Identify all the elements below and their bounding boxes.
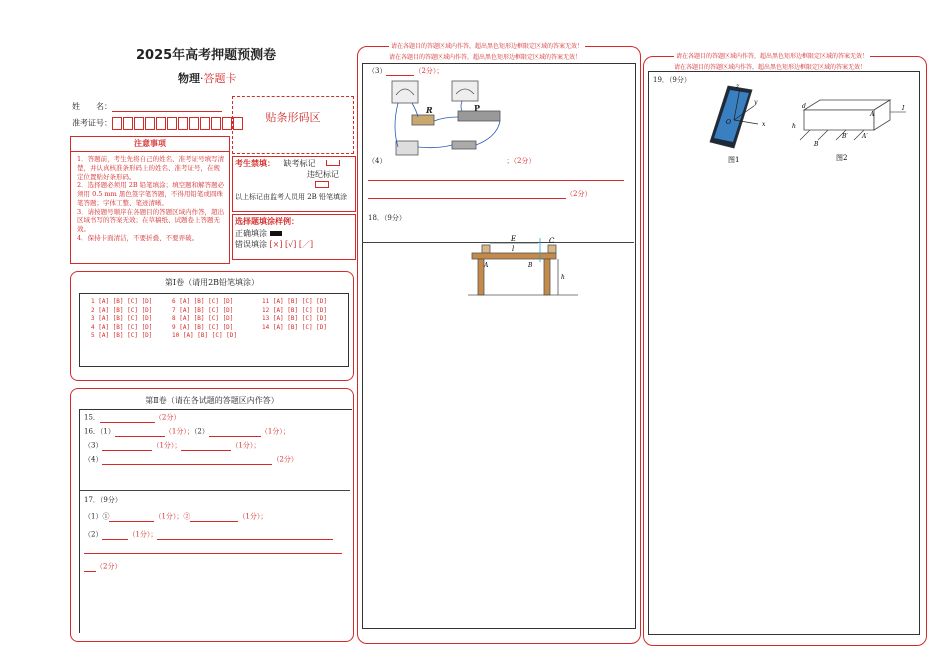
part2-box xyxy=(70,388,354,642)
violation-mark-box[interactable] xyxy=(315,181,329,188)
conductor-figure xyxy=(790,94,910,166)
block-front xyxy=(804,110,874,130)
label-h: h xyxy=(561,274,565,281)
q17-title: 17．（9分） xyxy=(84,496,122,504)
exam-mark-box xyxy=(232,156,356,212)
barcode-area xyxy=(232,96,354,154)
q14-3-row: （3） （2分）； xyxy=(368,67,444,75)
block-E xyxy=(482,245,490,253)
part2-title: 第Ⅱ卷（请在各试题的答题区内作答） xyxy=(145,396,279,405)
notice-title: 注意事项 xyxy=(71,137,229,152)
block-C xyxy=(548,245,556,253)
card-subtitle xyxy=(178,70,237,86)
axis-x: x xyxy=(762,121,766,128)
subject-label: 物理 xyxy=(178,72,200,85)
col2-warning-2: 请在各题目的答题区域内作答，超出黑色矩形边框限定区域的答案无效！ xyxy=(389,54,582,61)
q16-blank-2[interactable] xyxy=(209,427,261,437)
q16-blank-4[interactable] xyxy=(181,441,231,451)
correct-fill-sample xyxy=(270,231,282,236)
exam-mark-note: 以上标记由监考人员用 2B 铅笔填涂 xyxy=(235,192,348,201)
q16-row1: 16．（1） （1分）；（2） （1分）； xyxy=(84,427,290,436)
part1-box xyxy=(70,271,354,381)
q15-row: 15． （2分） xyxy=(84,413,181,422)
q16-row2: （3） （1分）； （1分）； xyxy=(84,441,261,450)
label-A-prime: A′ xyxy=(862,133,868,140)
notice-list xyxy=(71,152,229,243)
notice-item: 2．选择题必须用 2B 铅笔填涂；填空题和解答题必须用 0.5 mm 黑色签字笔答题，不得用铅笔或圆珠笔答题；字体工整、笔迹清晰。 xyxy=(77,181,225,207)
label-I: I xyxy=(902,105,905,112)
label-B: B xyxy=(528,262,533,269)
violation-mark-label: 违纪标记 xyxy=(307,170,339,180)
label-B-prime: B′ xyxy=(842,133,848,140)
q15-blank[interactable] xyxy=(100,413,155,423)
q14-4-row: （4） ；（2分） xyxy=(368,157,536,165)
exam-number-cells[interactable] xyxy=(112,119,244,128)
q16-row3: （4） （2分） xyxy=(84,455,298,464)
figure-1-caption: 图1 xyxy=(728,156,740,164)
label-E: E xyxy=(511,235,517,243)
subtitle-sep: · xyxy=(200,72,204,85)
q17-blank-2[interactable] xyxy=(190,512,238,522)
phone-figure xyxy=(706,80,776,170)
label-d: d xyxy=(802,103,806,110)
choice-grid xyxy=(79,293,349,367)
label-h: h xyxy=(792,123,796,130)
circuit-diagram xyxy=(382,77,522,157)
q14-4b-row: （2分） xyxy=(368,190,591,199)
absent-mark-box[interactable] xyxy=(326,160,340,166)
origin-O: O xyxy=(726,119,731,126)
correct-fill-label: 正确填涂 xyxy=(235,229,267,239)
q19-title: 19．（9分） xyxy=(653,76,691,84)
choice-col-1[interactable]: 1 [A] [B] [C] [D] 2 [A] [B] [C] [D] 3 [A] [B] [C] [D] 4 [A] [B] [C] [D] 5 [A] [B] [C] [D] xyxy=(91,298,153,340)
q14-3-blank[interactable] xyxy=(386,67,414,76)
axis-y: y xyxy=(754,99,758,106)
axis-z: z xyxy=(736,83,740,90)
notice-item: 1．答题前，考生先将自己的姓名、准考证号填写清楚，并认真核准条形码上的姓名、准考证号，在规定位置贴好条形码。 xyxy=(77,155,225,181)
power-supply xyxy=(396,141,418,155)
q17-blank-3[interactable] xyxy=(102,530,128,540)
label-A: A xyxy=(870,111,875,118)
resistor-block xyxy=(412,115,434,125)
col3-warning-top: 请在各题目的答题区域内作答，超出黑色矩形边框限定区域的答案无效！ xyxy=(676,53,869,60)
exam-number-label: 准考证号： xyxy=(72,118,112,128)
col2-warning-top: 请在各题目的答题区域内作答，超出黑色矩形边框限定区域的答案无效！ xyxy=(391,43,584,50)
label-l: l xyxy=(512,245,515,253)
fill-example-box xyxy=(232,214,356,260)
exam-title: 2025年高考押题预测卷 xyxy=(136,48,277,63)
q17-blank-1[interactable] xyxy=(109,512,154,522)
notice-box xyxy=(70,136,230,264)
table-top xyxy=(472,253,556,259)
switch xyxy=(452,141,476,149)
label-B: B xyxy=(814,141,819,148)
figure-2-caption: 图2 xyxy=(836,154,848,162)
label-C: C xyxy=(549,237,555,245)
q17-long-line[interactable] xyxy=(84,553,342,554)
choice-col-3[interactable]: 11 [A] [B] [C] [D] 12 [A] [B] [C] [D] 13 [A] [B] [C] [D] 14 [A] [B] [C] [D] xyxy=(262,298,328,331)
notice-item: 4．保持卡面清洁，不要折叠、不要弄破。 xyxy=(77,233,199,242)
q16-divider xyxy=(80,490,350,491)
name-label: 姓 名： xyxy=(72,102,112,111)
q17-blank-5[interactable] xyxy=(84,562,96,572)
fill-example-title: 选择题填涂样例： xyxy=(235,216,299,226)
label-P: P xyxy=(474,103,481,113)
exam-number-row xyxy=(72,117,244,130)
label-A: A xyxy=(484,262,489,269)
col3-warning-2: 请在各题目的答题区域内作答，超出黑色矩形边框限定区域的答案无效！ xyxy=(674,64,867,71)
wrong-fill-label: 错误填涂 xyxy=(235,240,267,250)
q14-4-line[interactable] xyxy=(368,180,624,181)
choice-col-2[interactable]: 6 [A] [B] [C] [D] 7 [A] [B] [C] [D] 8 [A] [B] [C] [D] 9 [A] [B] [C] [D] 10 [A] [B] [C] [D] xyxy=(172,298,238,340)
exam-mark-title: 考生禁填： xyxy=(235,158,275,168)
q17-blank-4[interactable] xyxy=(157,530,333,540)
q14-4b-blank[interactable] xyxy=(368,190,566,199)
table-leg-right xyxy=(544,259,550,295)
absent-mark-label: 缺考标记 xyxy=(283,159,316,168)
wrong-fill-samples: [×] [√] [／] xyxy=(269,240,314,250)
barcode-label: 贴条形码区 xyxy=(265,111,321,124)
card-label: 答题卡 xyxy=(203,72,237,85)
q17-row1: （1）① （1分）；② （1分）； xyxy=(84,512,268,521)
q18-title: 18．（9分） xyxy=(368,214,406,222)
part2-answer-area xyxy=(79,409,352,633)
q16-blank-1[interactable] xyxy=(115,427,165,437)
q17-row2: （2） （1分）； xyxy=(84,530,333,540)
q17-row3: （2分） xyxy=(84,562,121,572)
ammeter-right xyxy=(452,81,478,101)
name-field[interactable] xyxy=(112,101,222,112)
part1-title: 第Ⅰ卷（请用2B铅笔填涂） xyxy=(164,278,260,287)
notice-item: 3．请按题号顺序在各题目的答题区域内作答，超出区域书写的答案无效；在草稿纸、试题卷上答题无效。 xyxy=(77,207,225,234)
name-row xyxy=(72,101,222,112)
label-R: R xyxy=(426,105,433,115)
table-diagram xyxy=(468,232,578,300)
q16-blank-3[interactable] xyxy=(102,441,152,451)
q16-blank-5[interactable] xyxy=(102,455,272,465)
ammeter-left xyxy=(392,81,418,103)
